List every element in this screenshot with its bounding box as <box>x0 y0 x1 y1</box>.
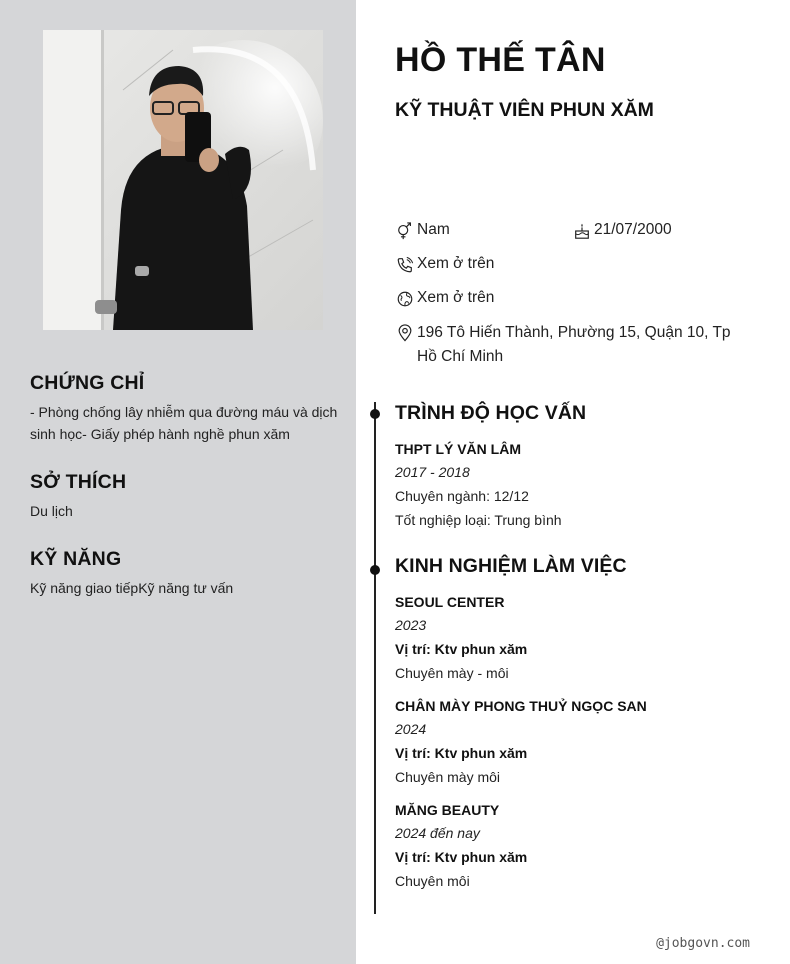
hobbies-title: SỞ THÍCH <box>30 471 127 493</box>
website-row <box>395 289 494 309</box>
education-title: TRÌNH ĐỘ HỌC VẤN <box>395 402 587 424</box>
skills-text: Kỹ năng giao tiếpKỹ năng tư vấn <box>30 580 234 596</box>
birthdate-row <box>572 221 672 241</box>
gender-icon <box>395 221 415 241</box>
education-grade: Tốt nghiệp loại: Trung bình <box>395 512 562 528</box>
company-name: SEOUL CENTER <box>395 594 505 610</box>
experience-detail: Chuyên mày môi <box>395 769 501 785</box>
phone-icon <box>395 255 415 275</box>
phone-row <box>395 255 494 275</box>
skills-title: KỸ NĂNG <box>30 548 122 570</box>
sidebar <box>0 0 356 964</box>
address-value: 196 Tô Hiến Thành, Phường 15, Quận 10, Tp Hồ Chí Minh <box>417 324 731 365</box>
skills-section <box>30 548 346 599</box>
experience-item <box>395 591 775 685</box>
experience-detail: Chuyên mày - môi <box>395 665 509 681</box>
profile-photo <box>43 30 323 330</box>
gender-row <box>395 221 450 241</box>
experience-year: 2024 đến nay <box>395 825 480 841</box>
gender-value: Nam <box>417 221 450 238</box>
birthdate-value: 21/07/2000 <box>594 221 672 238</box>
phone-value: Xem ở trên <box>417 255 495 272</box>
experience-position: Vị trí: Ktv phun xăm <box>395 641 528 657</box>
hobbies-section <box>30 471 346 522</box>
hobbies-text: Du lịch <box>30 503 73 519</box>
address-row <box>395 323 745 369</box>
experience-year: 2023 <box>395 617 427 633</box>
candidate-name: HỒ THẾ TÂN <box>395 41 606 79</box>
globe-icon <box>395 289 415 309</box>
experience-position: Vị trí: Ktv phun xăm <box>395 849 528 865</box>
job-title: KỸ THUẬT VIÊN PHUN XĂM <box>395 99 654 121</box>
location-pin-icon <box>395 323 415 343</box>
school-name: THPT LÝ VĂN LÂM <box>395 441 521 457</box>
certificates-text: - Phòng chống lây nhiễm qua đường máu và dịch sinh học- Giấy phép hành nghề phun xăm <box>30 404 338 442</box>
main-content <box>356 0 790 964</box>
cake-icon <box>572 221 592 241</box>
timeline-dot-education <box>370 409 380 419</box>
experience-item <box>395 799 775 893</box>
experience-position: Vị trí: Ktv phun xăm <box>395 745 528 761</box>
timeline-line <box>374 402 376 914</box>
experience-detail: Chuyên môi <box>395 873 470 889</box>
education-entry <box>395 438 775 532</box>
certificates-title: CHỨNG CHỈ <box>30 372 145 394</box>
company-name: MĂNG BEAUTY <box>395 802 500 818</box>
certificates-section <box>30 372 346 445</box>
company-name: CHÂN MÀY PHONG THUỶ NGỌC SAN <box>395 698 647 714</box>
education-major: Chuyên ngành: 12/12 <box>395 488 529 504</box>
experience-year: 2024 <box>395 721 427 737</box>
watermark: @jobgovn.com <box>656 936 750 951</box>
timeline-dot-experience <box>370 565 380 575</box>
website-value: Xem ở trên <box>417 289 495 306</box>
experience-item <box>395 695 775 789</box>
education-years: 2017 - 2018 <box>395 464 470 480</box>
experience-title: KINH NGHIỆM LÀM VIỆC <box>395 555 627 577</box>
